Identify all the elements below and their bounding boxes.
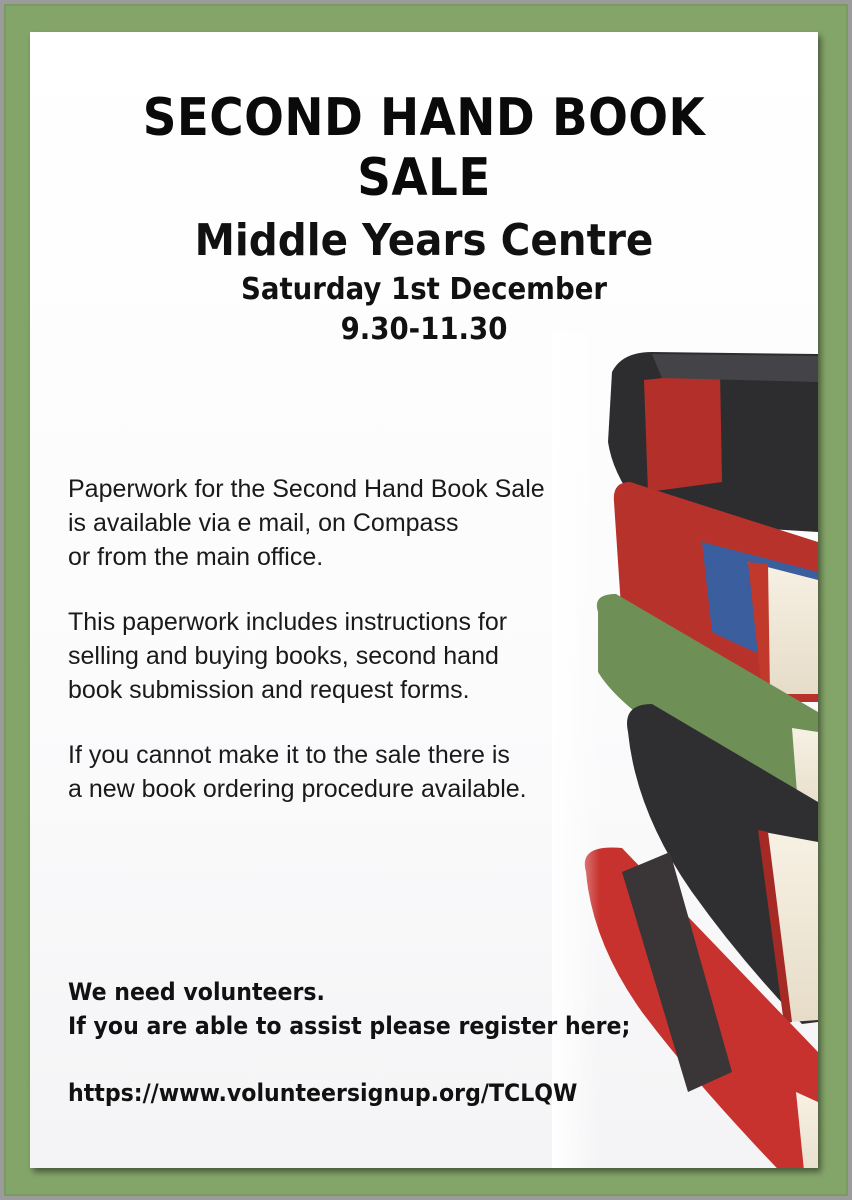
signup-link[interactable]: https://www.volunteersignup.org/TCLQW: [68, 1079, 578, 1107]
event-time: 9.30-11.30: [340, 312, 508, 347]
flyer-sheet: [30, 32, 818, 1168]
venue-heading: Middle Years Centre: [194, 215, 654, 266]
volunteers-heading: We need volunteers.: [68, 978, 325, 1006]
register-instruction: If you are able to assist please register here;: [68, 1012, 631, 1040]
instructions-paragraph: This paperwork includes instructions for selling and buying books, second hand book submission and request forms.: [68, 608, 508, 704]
paperwork-paragraph: Paperwork for the Second Hand Book Sale is available via e mail, on Compass or from the main office.: [68, 475, 545, 571]
ordering-paragraph: If you cannot make it to the sale there is a new book ordering procedure available.: [68, 741, 527, 803]
flyer-border: [4, 4, 848, 1196]
flyer-title: SECOND HAND BOOK SALE: [142, 88, 706, 208]
event-date: Saturday 1st December: [240, 272, 608, 307]
